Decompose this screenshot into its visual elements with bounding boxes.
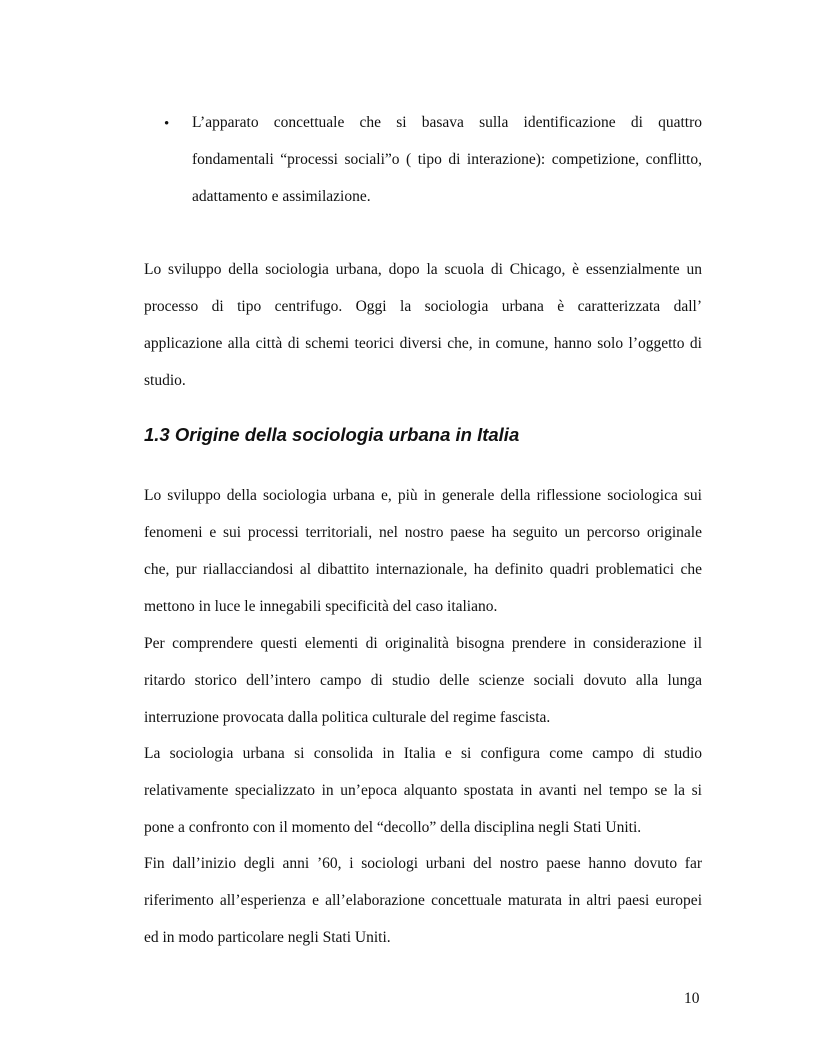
paragraph-2-line-2: fenomeni e sui processi territoriali, nel nostro paese ha seguito un percorso originale [144, 524, 702, 541]
paragraph-1-line-3: applicazione alla città di schemi teorici diversi che, in comune, hanno solo l’oggetto di [144, 335, 702, 352]
paragraph-5-line-2: riferimento all’esperienza e all’elaborazione concettuale maturata in altri paesi europei [144, 892, 702, 909]
bullet-line-3: adattamento e assimilazione. [192, 188, 371, 205]
paragraph-2-line-4: mettono in luce le innegabili specificità del caso italiano. [144, 598, 498, 615]
paragraph-1-line-4: studio. [144, 372, 186, 389]
bullet-line-1: L’apparato concettuale che si basava sulla identificazione di quattro [192, 114, 702, 131]
bullet-line-2: fondamentali “processi sociali”o ( tipo di interazione): competizione, conflitto, [192, 151, 702, 168]
bullet-dot-icon: • [164, 116, 170, 132]
paragraph-5-line-1: Fin dall’inizio degli anni ’60, i sociologi urbani del nostro paese hanno dovuto far [144, 855, 702, 872]
section-heading: 1.3 Origine della sociologia urbana in Italia [144, 424, 520, 445]
paragraph-5-line-3: ed in modo particolare negli Stati Uniti. [144, 929, 391, 946]
paragraph-4-line-1: La sociologia urbana si consolida in Italia e si configura come campo di studio [144, 745, 702, 762]
paragraph-2-line-1: Lo sviluppo della sociologia urbana e, più in generale della riflessione sociologica sui [144, 487, 702, 504]
paragraph-1-line-2: processo di tipo centrifugo. Oggi la sociologia urbana è caratterizzata dall’ [144, 298, 702, 315]
paragraph-2-line-3: che, pur riallacciandosi al dibattito internazionale, ha definito quadri problematici che [144, 561, 702, 578]
paragraph-1-line-1: Lo sviluppo della sociologia urbana, dopo la scuola di Chicago, è essenzialmente un [144, 261, 702, 278]
paragraph-4-line-3: pone a confronto con il momento del “decollo” della disciplina negli Stati Uniti. [144, 819, 642, 836]
paragraph-3-line-2: ritardo storico dell’intero campo di studio delle scienze sociali dovuto alla lunga [144, 672, 702, 689]
page-number: 10 [684, 990, 700, 1007]
paragraph-3-line-1: Per comprendere questi elementi di originalità bisogna prendere in considerazione il [144, 635, 702, 652]
paragraph-4-line-2: relativamente specializzato in un’epoca alquanto spostata in avanti nel tempo se la si [144, 782, 702, 799]
paragraph-3-line-3: interruzione provocata dalla politica culturale del regime fascista. [144, 709, 551, 726]
